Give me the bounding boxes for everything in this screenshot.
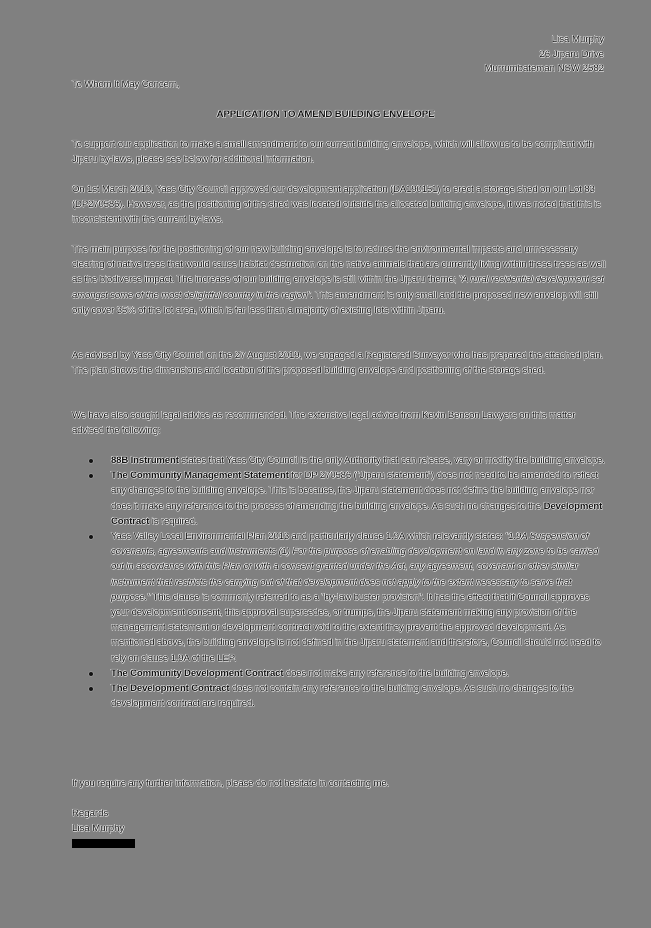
bullet-icon (89, 459, 93, 463)
purpose-quote: “A rural residential development set amongst some of the most delightful country in the region” (72, 274, 604, 301)
item-text-2: is required. (149, 515, 198, 527)
regards-text: Regards (72, 808, 109, 819)
bullet-icon (89, 672, 93, 676)
paragraph-survey: As advised by Yass City Council on the 27 August 2019, we engaged a Registered Surveyor who has prepared the attached plan. The plan shows the dimensions and location of the proposed building envelope and positioning of the storage shed. (72, 350, 604, 377)
list-item (72, 453, 607, 468)
purpose-text: The main purpose for the positioning of our new building envelope is to reduce the environmental impacts and unnecessary clearing of native trees that would cause habitat destruction on the native animals that are currently living within these trees as well as the biodiverse impact. The increase of our building envelope is still within the Jiparu theme; (72, 244, 606, 286)
item-bold: The Community Management Statement (111, 470, 289, 482)
list-item (72, 681, 607, 711)
paragraph-purpose (72, 242, 607, 318)
salutation: To Whom It May Concern, (72, 79, 180, 90)
purpose-text-after: . This amendment is only small and the proposed new envelop will still only cover 35% of the lot area, which is far less than a majority of existing lots within Jiparu. (72, 289, 598, 316)
item-text-2: This clause is commonly referred to as a “by-law buster provision”. It has the effect that if Council approves your development consent, this approval supersedes, or trumps, the Jiparu statement making any provision of the management statement or development contract void to the extent they prevent the approved development. As mentioned above, the building envelope is not defined in the Jiparu statement and therefore, Council should not need to rely on clause 1.9A of the LEP. (111, 591, 601, 664)
item-text: Yass Valley Local Environmental Plan 2013 and particularly clause 1.9A which relevantly states: (111, 531, 506, 543)
item-bold: The Development Contract (111, 683, 230, 695)
sender-locality: Murrumbateman NSW 2582 (484, 63, 604, 74)
redacted-signature (72, 839, 135, 848)
sender-street: 26 Jiparu Drive (539, 48, 604, 60)
item-bold: The Community Development Contract (111, 667, 284, 679)
list-item (72, 666, 607, 681)
list-item (72, 468, 607, 529)
legal-advice-list (72, 453, 607, 711)
item-bold: 88B Instrument (111, 455, 179, 466)
paragraph-intro: To support our application to make a small amendment to our current building envelope, which will allow us to be compliant with Jiparu by-laws, please see below for additional information. (72, 139, 594, 166)
item-text: does not contain any reference to the building envelope. As such no changes to the development contract are required. (111, 683, 574, 710)
signature-block (72, 807, 124, 836)
bullet-icon (89, 535, 93, 539)
signer-name: Lisa Murphy (72, 822, 125, 834)
list-item (72, 529, 607, 666)
item-text: does not make any reference to the building envelope. (283, 667, 509, 679)
item-quote: “1.9A Suspension of covenants, agreements and instruments (1) For the purpose of enabling development on land in any zone to be carried out in accordance with this Plan or with a consent granted under the Act, any agreement, covenant or other similar instrument that restricts the carrying out of that development does not apply to the extent necessary to serve that purpose.” (111, 531, 599, 603)
letter-title: APPLICATION TO AMEND BUILDING ENVELOPE (216, 109, 435, 120)
bullet-icon (89, 687, 93, 691)
bullet-icon (89, 474, 93, 478)
paragraph-history: On 1st March 2019, Yass City Council approved our development application (DA190151) to erect a storage shed on our Lot 83 (DP270586). However, as the positioning of the shed was located outside the allocated building envelope, it was noted that this is inconsistent with the current by-laws. (72, 184, 601, 226)
item-text: for DP 270586 (“Jiparu statement”) does not need to be amended to reflect any changes to the building envelope. This is because, the Jiparu statement does not define the building envelope nor does it make any reference to the process of amending the building envelope. As such no changes to the (111, 470, 598, 512)
sender-name: Lisa Murphy (551, 34, 604, 45)
item-bold-2: Development Contract (111, 500, 603, 527)
item-text: states that Yass City Council is the only Authority that can release, vary or modify the building envelope. (178, 455, 605, 466)
sender-address (485, 33, 604, 77)
paragraph-legal: We have also sought legal advice as recommended. The extensive legal advice from Kevin Benson Lawyers on this matter advised the following: (72, 410, 576, 437)
paragraph-closing: If you require any further information, please do not hesitate in contacting me. (72, 778, 390, 789)
